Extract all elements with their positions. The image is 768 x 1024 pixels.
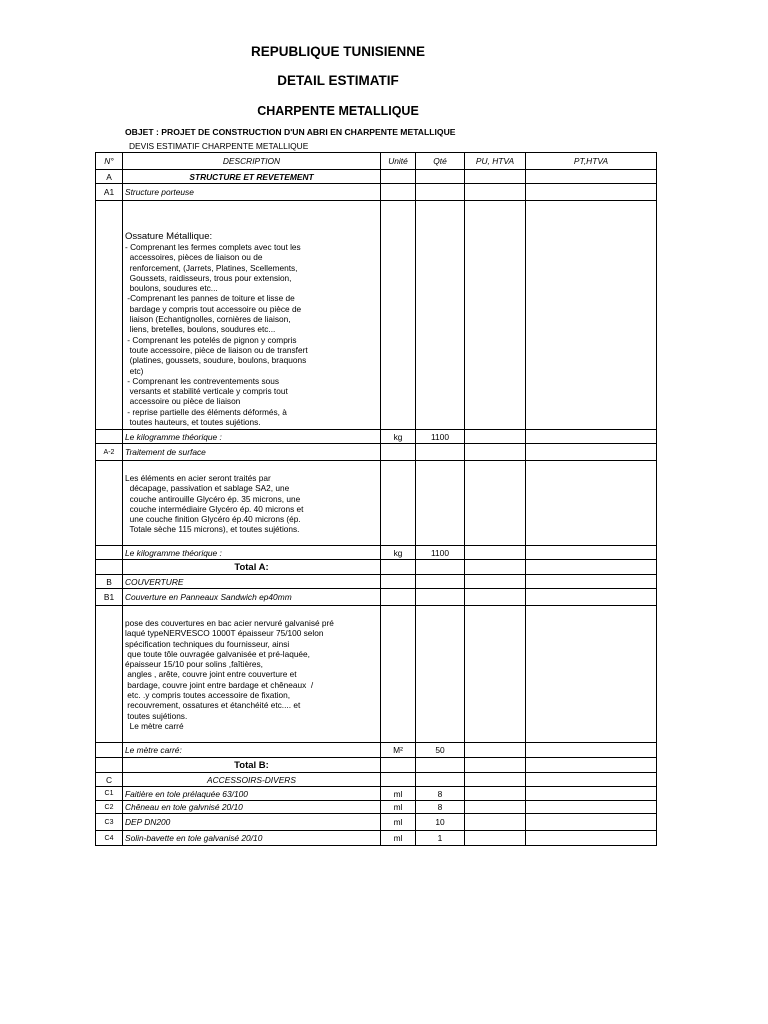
table-row (96, 773, 657, 787)
table-row (96, 787, 657, 801)
table-row (96, 170, 657, 184)
col-header-no: N° (96, 153, 123, 170)
section-title: COUVERTURE (123, 575, 381, 589)
price-label: Le kilogramme théorique : (123, 546, 381, 560)
item-title: Traitement de surface (123, 444, 381, 461)
col-header-description: DESCRIPTION (123, 153, 381, 170)
table-row (96, 814, 657, 831)
table-row (96, 201, 657, 430)
table-row (96, 606, 657, 743)
item-title: DEP DN200 (123, 814, 381, 831)
table-row (96, 743, 657, 758)
table-row (96, 801, 657, 814)
header-detail-estimatif: DETAIL ESTIMATIF (277, 73, 399, 88)
total-row (96, 560, 657, 575)
row-no: C3 (96, 814, 123, 831)
section-title: STRUCTURE ET REVETEMENT (123, 170, 381, 184)
table-row (96, 546, 657, 560)
estimate-table (95, 152, 657, 846)
table-row (96, 589, 657, 606)
row-no: C (96, 773, 123, 787)
table-row (96, 575, 657, 589)
total-row (96, 758, 657, 773)
price-label: Le mètre carré: (123, 743, 381, 758)
col-header-pu: PU, HTVA (465, 153, 526, 170)
unit-cell: ml (381, 814, 416, 831)
col-header-unite: Unité (381, 153, 416, 170)
unit-cell: ml (381, 831, 416, 846)
item-description (123, 461, 381, 546)
qty-cell: 10 (416, 814, 465, 831)
total-a-label: Total A: (123, 560, 381, 575)
unit-cell: kg (381, 546, 416, 560)
header-republique: REPUBLIQUE TUNISIENNE (250, 44, 426, 59)
table-row (96, 430, 657, 444)
item-body: pose des couvertures en bac acier nervuré galvanisé pré laqué typeNERVESCO 1000T épaisseur 75/100 selon spécification techniques du fournisseur, ainsi que toute tôle ouvragée galvanisée et pré-laquée, épaisseur 15/10 pour solins ,faîtières, angles , arête, couvre joint entre couverture et bardage, couvre joint entre bardage et chêneaux / etc. .y compris toutes accessoire de fixation, recouvrement, ossatures et étanchéité etc.... et toutes sujétions. Le mètre carré (125, 618, 334, 731)
unit-cell: M² (381, 743, 416, 758)
devis-line: DEVIS ESTIMATIF CHARPENTE METALLIQUE (129, 141, 309, 151)
qty-cell: 50 (416, 743, 465, 758)
item-description (123, 606, 381, 743)
section-title: ACCESSOIRS-DIVERS (123, 773, 381, 787)
total-b-label: Total B: (123, 758, 381, 773)
item-body-title: Ossature Métallique: (125, 231, 213, 242)
unit-cell: ml (381, 801, 416, 814)
qty-cell: 8 (416, 787, 465, 801)
item-title: Couverture en Panneaux Sandwich ep40mm (123, 589, 381, 606)
col-header-qte: Qté (416, 153, 465, 170)
table-row (96, 831, 657, 846)
item-body: Les éléments en acier seront traités par décapage, passivation et sablage SA2, une couche antirouille Glycéro ép. 35 microns, une couche intermédiaire Glycéro ép. 40 microns et une couche finition Glycéro ép.40 microns (ép. Totale sèche 115 microns), et toutes sujétions. (125, 473, 304, 535)
qty-cell: 1 (416, 831, 465, 846)
item-title: Faitière en tole prélaquée 63/100 (123, 787, 381, 801)
table-row (96, 444, 657, 461)
qty-cell: 1100 (416, 430, 465, 444)
row-no: B (96, 575, 123, 589)
objet-line: OBJET : PROJET DE CONSTRUCTION D'UN ABRI EN CHARPENTE METALLIQUE (125, 127, 456, 137)
col-header-pt: PT,HTVA (526, 153, 657, 170)
item-body: - Comprenant les fermes complets avec tout les accessoires, pièces de liaison ou de renforcement, (Jarrets, Platines, Scellements, Goussets, raidisseurs, trous pour extension, boulons, soudures etc... -Comprenant les pannes de toiture et lisse de bardage y compris tout accessoire ou pièce de liaison (Echantignolles, cornières de liaison, liens, bretelles, boulons, soudures etc... - Comprenant les potelés de pignon y compris toute accessoire, pièce de liaison ou de transfert (platines, goussets, soudure, boulons, braquons etc) - Comprenant les contreventements sous versants et stabilité verticale y compris tout accessoire ou pièce de liaison - reprise partielle des éléments déformés, à toutes hauteurs, et toutes sujétions. (125, 242, 308, 428)
item-title: Structure porteuse (123, 184, 381, 201)
row-no: C2 (96, 801, 123, 814)
item-title: Solin-bavette en tole galvanisé 20/10 (123, 831, 381, 846)
row-no: A1 (96, 184, 123, 201)
table-row (96, 184, 657, 201)
header-charpente: CHARPENTE METALLIQUE (257, 104, 419, 118)
row-no: C4 (96, 831, 123, 846)
price-label: Le kilogramme théorique : (123, 430, 381, 444)
table-header-row (96, 153, 657, 170)
qty-cell: 1100 (416, 546, 465, 560)
row-no: A-2 (96, 444, 123, 461)
item-title: Chêneau en tole galvnisé 20/10 (123, 801, 381, 814)
qty-cell: 8 (416, 801, 465, 814)
row-no: C1 (96, 787, 123, 801)
unit-cell: ml (381, 787, 416, 801)
row-no: B1 (96, 589, 123, 606)
unit-cell: kg (381, 430, 416, 444)
row-no: A (96, 170, 123, 184)
table-row (96, 461, 657, 546)
item-description (123, 201, 381, 430)
